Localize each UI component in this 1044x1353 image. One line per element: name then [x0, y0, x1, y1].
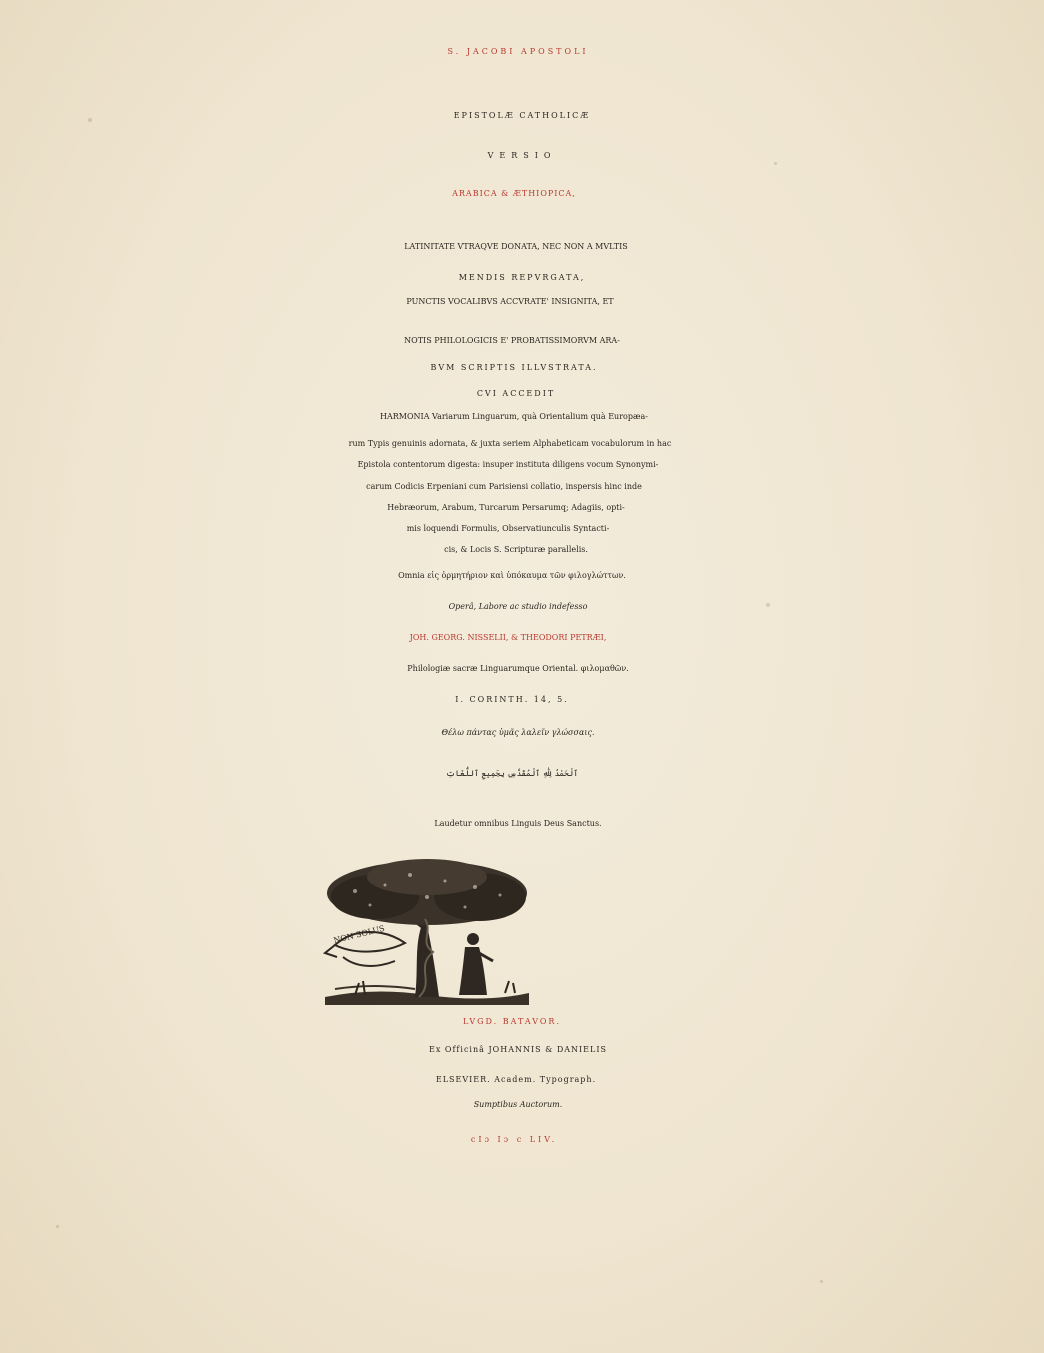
bible-reference: I. CORINTH. 14, 5.	[455, 695, 569, 704]
paper-spot	[774, 162, 777, 165]
omnia-line: Omnia εἰς ὁρμητήριον καὶ ὑπόκαυμα τῶν φιλογλώττων.	[398, 571, 626, 580]
harmonia-line-7: cis, & Locis S. Scripturæ parallelis.	[444, 545, 588, 554]
arabic-epigraph: ٱلْحَمْدُ لِلّٰهِ ٱلْمُقَدَّسِ بِجَمِيعِ ٱللُّغَاتِ	[445, 769, 579, 778]
harmonia-line-2: rum Typis genuinis adornata, & juxta seriem Alphabeticam vocabulorum in hac	[348, 439, 672, 448]
harmonia-line-5: Hebræorum, Arabum, Turcarum Persarumq; Adagiis, opti-	[387, 503, 625, 512]
emblem-motto: NON SOLUS	[332, 923, 386, 946]
paper-spot	[56, 1225, 59, 1228]
imprint-date: cIɔ Iɔ c LIV.	[470, 1135, 558, 1144]
title-line-1: S. JACOBI APOSTOLI	[447, 47, 589, 56]
cui-accedit: CVI ACCEDIT	[476, 389, 556, 398]
imprint-officina: Ex Officinâ JOHANNIS & DANIELIS	[429, 1045, 607, 1054]
latin-epigraph: Laudetur omnibus Linguis Deus Sanctus.	[434, 819, 602, 828]
punctis-line: PUNCTIS VOCALIBVS ACCVRATE' INSIGNITA, ET	[406, 297, 614, 306]
paper-spot	[88, 118, 92, 122]
mendis-line: MENDIS REPVRGATA,	[458, 273, 586, 282]
notis-line-1: NOTIS PHILOLOGICIS E' PROBATISSIMORVM ARA-	[404, 336, 620, 345]
opera-line: Operâ, Labore ac studio indefesso	[448, 602, 588, 611]
latinitate-line: LATINITATE VTRAQVE DONATA, NEC NON A MVLTIS	[404, 242, 628, 251]
harmonia-line-4: carum Codicis Erpeniani cum Parisiensi collatio, inspersis hinc inde	[366, 482, 642, 491]
paper-spot	[766, 603, 770, 607]
imprint-city: LVGD. BATAVOR.	[462, 1017, 561, 1026]
notis-line-2: BVM SCRIPTIS ILLVSTRATA.	[430, 363, 598, 372]
paper-spot	[820, 1280, 823, 1283]
imprint-sumptibus: Sumptibus Auctorum.	[473, 1100, 563, 1109]
greek-epigraph: Θέλω πάντας ὑμᾶς λαλεῖν γλώσσαις.	[441, 728, 595, 737]
title-line-3: VERSIO	[487, 151, 557, 160]
title-line-4: ARABICA & ÆTHIOPICA,	[452, 189, 576, 198]
harmonia-line-1: HARMONIA Variarum Linguarum, quà Orientalium quà Europæa-	[380, 412, 648, 421]
authors-role: Philologiæ sacræ Linguarumque Oriental. φιλομαθῶν.	[407, 664, 629, 673]
authors-names: JOH. GEORG. NISSELII, & THEODORI PETRÆI,	[409, 633, 607, 642]
imprint-printers: ELSEVIER. Academ. Typograph.	[435, 1075, 597, 1084]
title-line-2: EPISTOLÆ CATHOLICÆ	[453, 111, 591, 120]
harmonia-line-6: mis loquendi Formulis, Observatiunculis Syntacti-	[406, 524, 610, 533]
harmonia-line-3: Epistola contentorum digesta: insuper instituta diligens vocum Synonymi-	[357, 460, 659, 469]
